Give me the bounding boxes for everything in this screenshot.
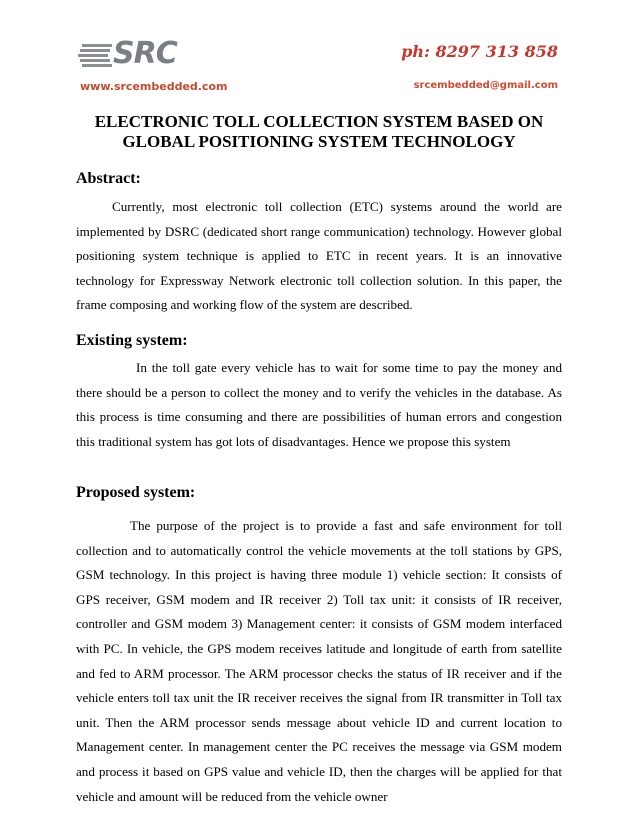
website-link[interactable]: www.srcembedded.com [80, 80, 228, 93]
proposed-system-body: The purpose of the project is to provide a fast and safe environment for toll collection and to automatically control the vehicle movements at the toll stations by GPS, GSM technology. In this project is having three module 1) vehicle section: It consists of GPS receiver, GSM modem and IR receiver 2) Toll tax unit: it consists of IR receiver, controller and GSM modem 3) Management center: it consists of GSM modem interfaced with PC. In vehicle, the GPS modem receives latitude and longitude of earth from satellite and fed to ARM processor. The ARM processor checks the status of IR receiver and if the vehicle enters toll tax unit the IR receiver receives the signal from IR transmitter in Toll tax unit. Then the ARM processor sends message about vehicle ID and current location to Management center. In management center the PC receives the message via GSM modem and process it based on GPS value and vehicle ID, then the charges will be applied for that vehicle and amount will be reduced from the vehicle owner [76, 518, 562, 804]
phone-number: ph: 8297 313 858 [401, 42, 558, 61]
logo-text: SRC [113, 36, 177, 71]
title-line-1: ELECTRONIC TOLL COLLECTION SYSTEM BASED ON [94, 112, 544, 131]
existing-system-heading: Existing system: [76, 332, 188, 349]
letterhead [0, 0, 638, 100]
abstract-heading: Abstract: [76, 170, 141, 187]
document-title [60, 112, 578, 152]
proposed-system-heading: Proposed system: [76, 484, 196, 501]
existing-system-body: In the toll gate every vehicle has to wait for some time to pay the money and there should be a person to collect the money and to verify the vehicles in the database. As this process is time consuming and there are possibilities of human errors and congestion this traditional system has got lots of disadvantages. Hence we propose this system [76, 360, 562, 449]
email-link[interactable]: srcembedded@gmail.com [413, 80, 558, 91]
abstract-body: Currently, most electronic toll collection (ETC) systems around the world are implemented by DSRC (dedicated short range communication) technology. However global positioning system technique is applied to ETC in recent years. It is an innovative technology for Expressway Network electronic toll collection solution. In this paper, the frame composing and working flow of the system are described. [76, 199, 562, 313]
title-line-2: GLOBAL POSITIONING SYSTEM TECHNOLOGY [122, 132, 516, 151]
